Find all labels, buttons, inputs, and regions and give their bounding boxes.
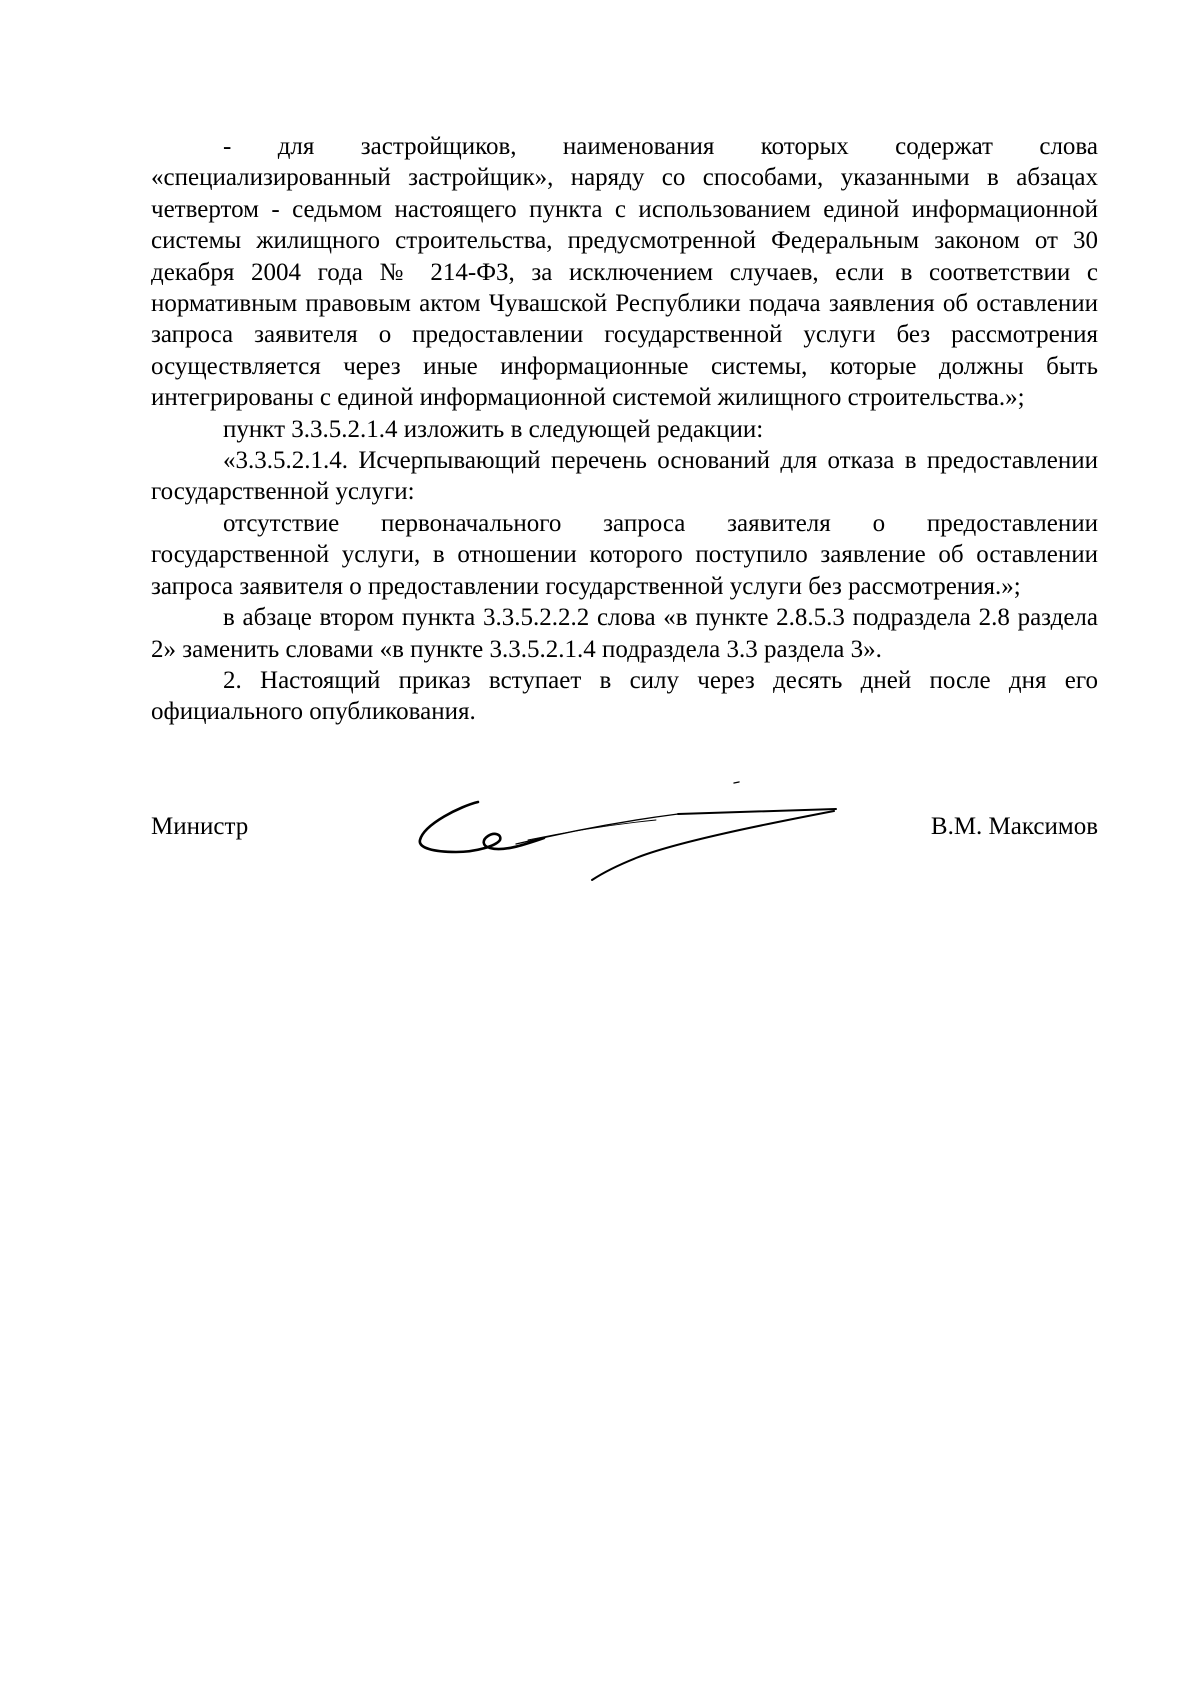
paragraph-refusal-grounds-heading: «3.3.5.2.1.4. Исчерпывающий перечень оснований для отказа в предоставлении государственной услуги: [151,447,1098,506]
signatory-name: В.М. Максимов [930,813,1098,840]
paragraph-word-replacement: в абзаце втором пункта 3.3.5.2.2.2 слова «в пункте 2.8.5.3 подраздела 2.8 раздела 2» заменить словами «в пункте 3.3.5.2.1.4 подраздела 3.3 раздела 3». [151,604,1098,663]
handwritten-signature [416,780,876,895]
document-body [151,131,1098,728]
paragraph-developers-clause: - для застройщиков, наименования которых содержат слова «специализированный застройщик», наряду со способами, указанными в абзацах четвертом - седьмом настоящего пункта с использованием единой информационной системы жилищного строительства, предусмотренной Федеральным законом от 30 декабря 2004 года № 214-ФЗ, за исключением случаев, если в соответствии с нормативным правовым актом Чувашской Республики подача заявления об оставлении запроса заявителя о предоставлении государственной услуги без рассмотрения осуществляется через иные информационные системы, которые должны быть интегрированы с единой информационной системой жилищного строительства.»; [151,133,1098,412]
signatory-position: Министр [151,813,249,840]
paragraph-effective-date: 2. Настоящий приказ вступает в силу через десять дней после дня его официального опубликования. [151,666,1098,726]
paragraph-refusal-grounds-text: отсутствие первоначального запроса заявителя о предоставлении государственной услуги, в отношении которого поступило заявление об оставлении запроса заявителя о предоставлении государственной услуги без рассмотрения.»; [151,509,1098,600]
signature-block [151,800,1098,890]
paragraph-clause-amendment-intro: пункт 3.3.5.2.1.4 изложить в следующей редакции: [223,415,764,443]
